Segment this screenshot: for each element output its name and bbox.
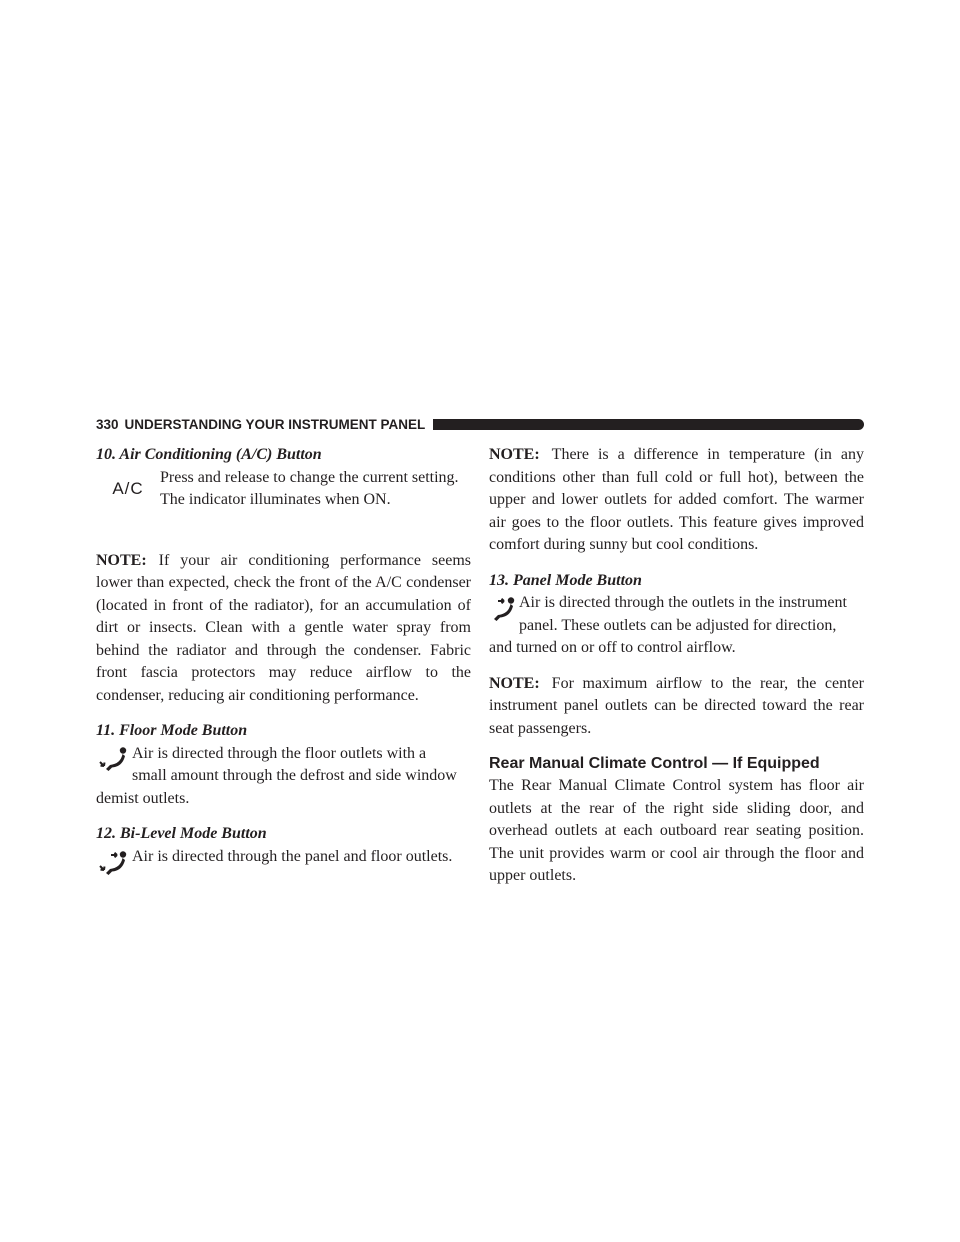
- note-3: [489, 673, 864, 741]
- right-column: [489, 444, 864, 901]
- bilevel-heading: 12. Bi-Level Mode Button: [96, 825, 267, 842]
- note-2: [489, 444, 864, 557]
- panel-section: [489, 570, 864, 660]
- floor-heading: 11. Floor Mode Button: [96, 722, 248, 739]
- bi-level-mode-icon: [96, 846, 132, 878]
- floor-line-3: demist outlets.: [96, 789, 190, 807]
- left-column: [96, 444, 471, 891]
- note-text: There is a difference in temperature (in any conditions other than full cold or full hot), between the upper and lower outlets for added comfort. The warmer air goes to the floor outlets. This feature gives improved comfort during sunny but cool conditions.: [489, 446, 864, 553]
- ac-line-2: The indicator illuminates when ON.: [160, 491, 391, 508]
- panel-line-2: panel. These outlets can be adjusted for direction,: [519, 616, 837, 634]
- ac-line-1: Press and release to change the current setting.: [160, 468, 459, 486]
- panel-mode-icon: [489, 592, 519, 624]
- bilevel-section: [96, 823, 471, 878]
- note-label: NOTE:: [489, 446, 540, 463]
- rear-text: The Rear Manual Climate Control system has floor air outlets at the rear of the right side sliding door, and overhead outlets at each outboard rear seating position. The unit provides warm or cool air through the floor and upper outlets.: [489, 777, 864, 884]
- rear-section: [489, 753, 864, 888]
- ac-section: [96, 444, 471, 512]
- note-text: If your air conditioning performance seems lower than expected, check the front of the A/C condenser (located in front of the radiator), for an accumulation of dirt or insects. Clean with a gentle water spray from behind the radiator and through the condenser. Fabric front fascia protectors may reduce airflow to the condenser, reducing air conditioning performance.: [96, 551, 471, 704]
- ac-icon: A/C: [112, 478, 144, 498]
- floor-section: [96, 720, 471, 810]
- header-rule: [433, 419, 864, 430]
- ac-heading: 10. Air Conditioning (A/C) Button: [96, 446, 322, 463]
- note-1: [96, 550, 471, 708]
- floor-line-1: Air is directed through the floor outlets with a: [132, 744, 427, 762]
- bilevel-line-1: Air is directed through the panel and floor outlets.: [132, 847, 453, 865]
- note-label: NOTE:: [489, 674, 540, 692]
- page-number: 330: [96, 416, 119, 432]
- note-text: For maximum airflow to the rear, the center instrument panel outlets can be directed toward the rear seat passengers.: [489, 674, 864, 737]
- rear-heading: Rear Manual Climate Control — If Equipped: [489, 755, 820, 772]
- ac-body: [96, 467, 471, 512]
- panel-line-1: Air is directed through the outlets in the instrument: [519, 594, 847, 611]
- section-title: UNDERSTANDING YOUR INSTRUMENT PANEL: [124, 416, 426, 432]
- floor-mode-icon: [96, 743, 132, 773]
- panel-line-3: and turned on or off to control airflow.: [489, 639, 736, 656]
- panel-heading: 13. Panel Mode Button: [489, 571, 642, 589]
- note-label: NOTE:: [96, 551, 147, 569]
- page-header: [96, 414, 864, 434]
- floor-line-2: small amount through the defrost and side window: [132, 767, 457, 784]
